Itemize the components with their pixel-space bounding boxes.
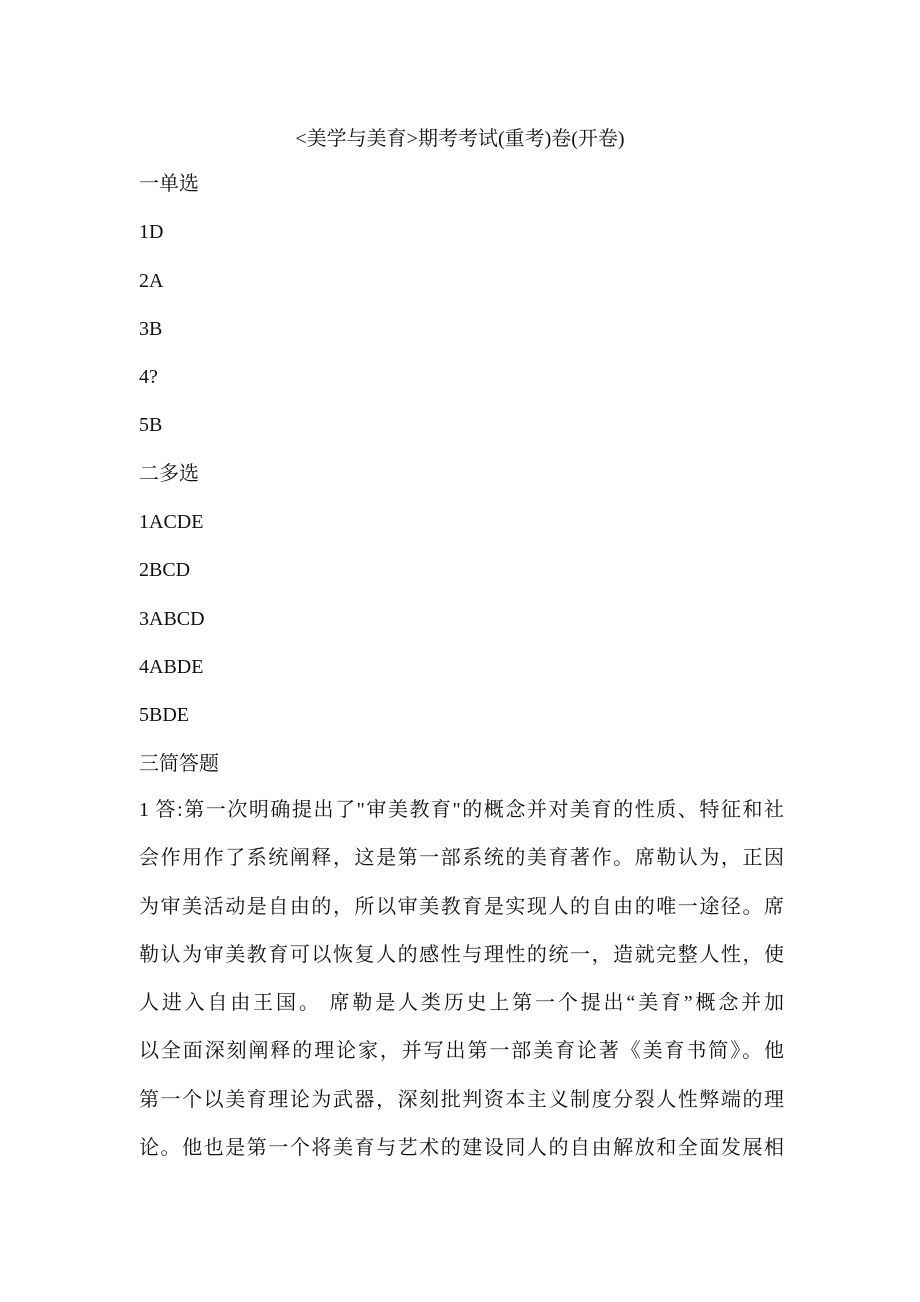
answer-line: 4ABDE (139, 655, 204, 678)
paragraph-line: 1 答:第一次明确提出了"审美教育"的概念并对美育的性质、特征和社 (139, 799, 784, 821)
answer-line: 5B (139, 414, 163, 437)
answer-line: 4? (139, 366, 158, 389)
paragraph-line: 以全面深刻阐释的理论家，并写出第一部美育论著《美育书简》。他 (139, 1040, 784, 1063)
answer-list (139, 170, 219, 798)
answer-line: 2A (139, 269, 164, 292)
short-answer-paragraph (139, 796, 784, 1182)
answer-line: 1D (139, 221, 164, 244)
section-heading-single-choice: 一单选 (139, 173, 199, 195)
paragraph-line: 勒认为审美教育可以恢复人的感性与理性的统一，造就完整人性，使 (139, 943, 784, 966)
section-heading-multiple-choice: 二多选 (139, 462, 199, 485)
paragraph-line: 为审美活动是自由的，所以审美教育是实现人的自由的唯一途径。席 (139, 895, 784, 918)
document-title: <美学与美育>期考考试(重考)卷(开卷) (295, 128, 625, 150)
paragraph-line: 论。他也是第一个将美育与艺术的建设同人的自由解放和全面发展相 (139, 1137, 784, 1160)
answer-line: 3B (139, 317, 163, 340)
answer-line: 5BDE (139, 704, 189, 727)
section-heading-short-answer: 三简答题 (139, 752, 219, 775)
answer-line: 3ABCD (139, 607, 205, 630)
paragraph-line: 会作用作了系统阐释，这是第一部系统的美育著作。席勒认为，正因 (139, 847, 784, 870)
paragraph-line: 人进入自由王国。 席勒是人类历史上第一个提出“美育”概念并加 (139, 992, 784, 1015)
answer-line: 2BCD (139, 559, 191, 582)
paragraph-line: 第一个以美育理论为武器，深刻批判资本主义制度分裂人性弊端的理 (139, 1088, 784, 1111)
answer-line: 1ACDE (139, 511, 204, 534)
